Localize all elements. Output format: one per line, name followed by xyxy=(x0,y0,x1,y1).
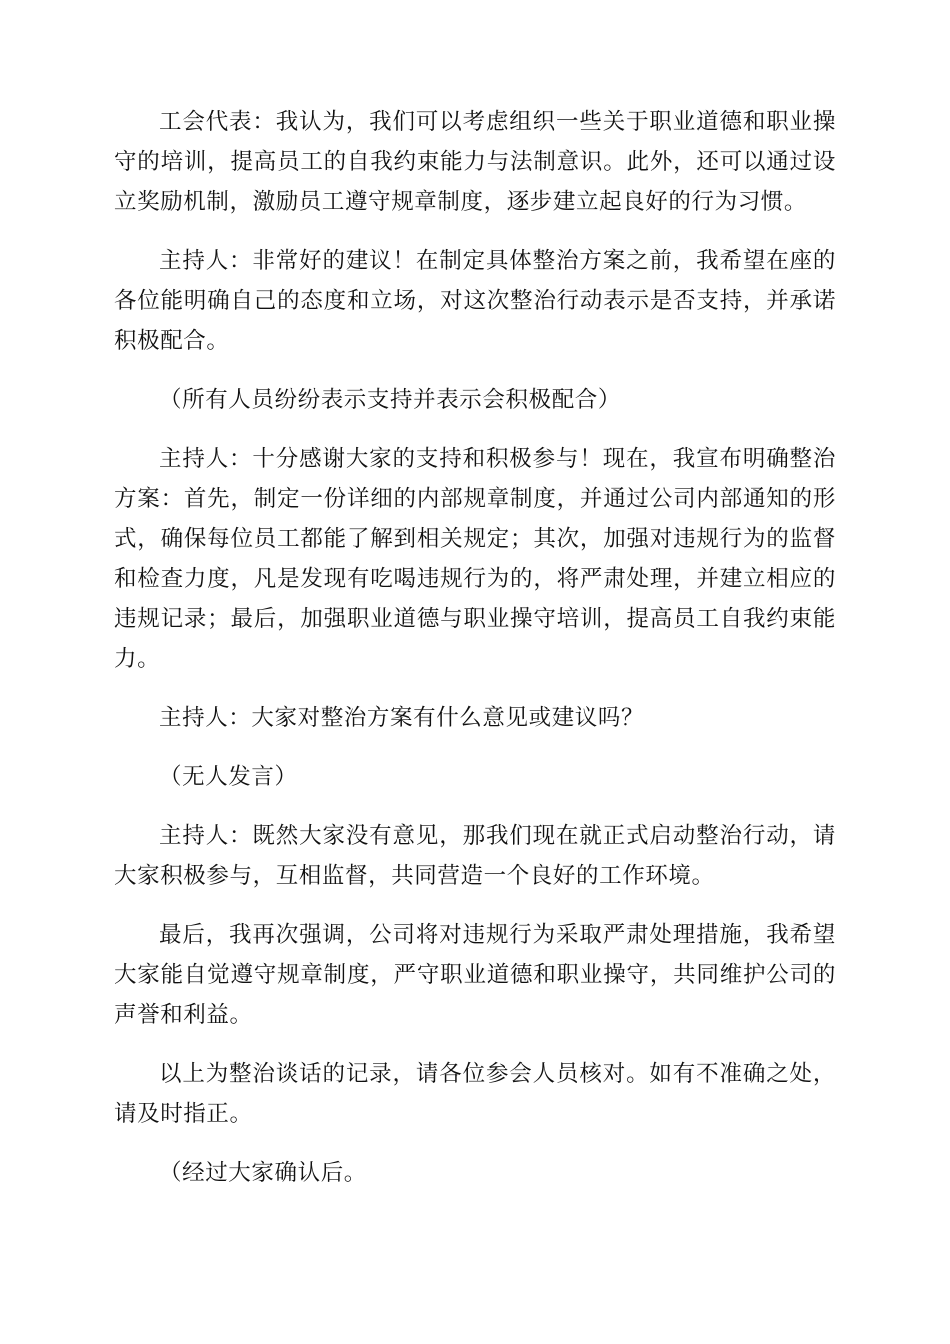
paragraph-final-emphasis: 最后，我再次强调，公司将对违规行为采取严肃处理措施，我希望大家能自觉遵守规章制度，严守职业道德和职业操守，共同维护公司的声誉和利益。 xyxy=(114,922,836,1028)
paragraph-host-question: 主持人：大家对整治方案有什么意见或建议吗？ xyxy=(159,705,645,731)
paragraph-host-suggestion: 主持人：非常好的建议！在制定具体整治方案之前，我希望在座的各位能明确自己的态度和立场，对这次整治行动表示是否支持，并承诺积极配合。 xyxy=(114,248,836,354)
paragraph-no-comment: （无人发言） xyxy=(159,764,298,790)
paragraph-record-note: 以上为整治谈话的记录，请各位参会人员核对。如有不准确之处，请及时指正。 xyxy=(114,1061,836,1127)
paragraph-host-launch: 主持人：既然大家没有意见，那我们现在就正式启动整治行动，请大家积极参与，互相监督，共同营造一个良好的工作环境。 xyxy=(114,823,836,889)
paragraph-host-plan: 主持人：十分感谢大家的支持和积极参与！现在，我宣布明确整治方案：首先，制定一份详细的内部规章制度，并通过公司内部通知的形式，确保每位员工都能了解到相关规定；其次，加强对违规行为的监督和检查力度，凡是发现有吃喝违规行为的，将严肃处理，并建立相应的违规记录；最后，加强职业道德与职业操守培训，提高员工自我约束能力。 xyxy=(114,446,836,672)
paragraph-confirmation: （经过大家确认后。 xyxy=(159,1160,367,1186)
document-body xyxy=(114,102,836,1212)
paragraph-union-rep: 工会代表：我认为，我们可以考虑组织一些关于职业道德和职业操守的培训，提高员工的自我约束能力与法制意识。此外，还可以通过设立奖励机制，激励员工遵守规章制度，逐步建立起良好的行为习惯。 xyxy=(114,109,836,215)
paragraph-all-support: （所有人员纷纷表示支持并表示会积极配合） xyxy=(159,387,622,413)
